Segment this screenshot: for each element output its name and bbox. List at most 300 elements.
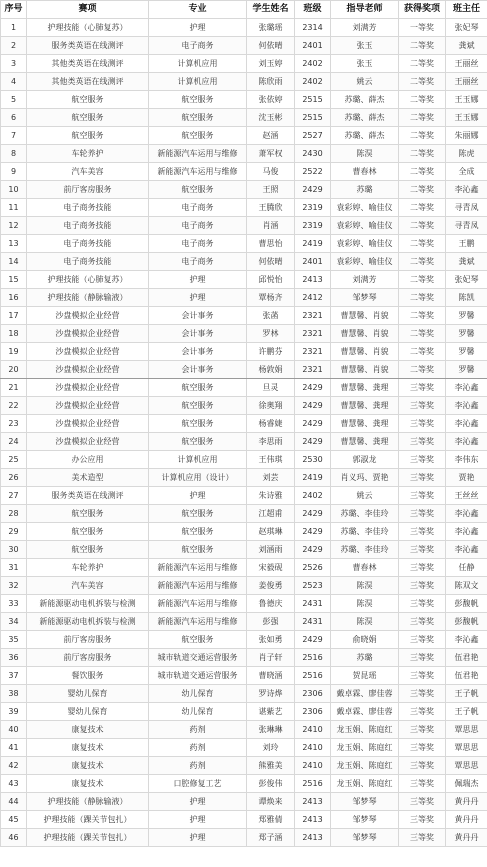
class-cell: 2419: [295, 235, 331, 253]
class-cell: 2314: [295, 19, 331, 37]
head-teacher-cell: 李沁鑫: [446, 379, 487, 397]
class-cell: 2429: [295, 541, 331, 559]
class-cell: 2516: [295, 667, 331, 685]
student-cell: 郑子涵: [247, 829, 295, 847]
student-cell: 刘涵雨: [247, 541, 295, 559]
head-teacher-cell: 王玉娜: [446, 109, 487, 127]
major-cell: 会计事务: [149, 307, 247, 325]
table-row: [1, 631, 487, 649]
index-cell: 35: [1, 631, 27, 649]
advisor-cell: 苏璐、薛杰: [331, 127, 399, 145]
table-row: [1, 37, 487, 55]
head-teacher-cell: 王丝丝: [446, 487, 487, 505]
advisor-cell: 戴卓霖、廖佳蓉: [331, 685, 399, 703]
award-cell: 三等奖: [399, 793, 446, 811]
head-teacher-cell: 张妃琴: [446, 271, 487, 289]
advisor-cell: 俞晓娟: [331, 631, 399, 649]
head-teacher-cell: 龚斌: [446, 37, 487, 55]
award-cell: 三等奖: [399, 595, 446, 613]
index-cell: 13: [1, 235, 27, 253]
head-teacher-cell: 罗馨: [446, 361, 487, 379]
advisor-cell: 曹慧馨、肖貌: [331, 343, 399, 361]
table-row: [1, 217, 487, 235]
major-cell: 航空服务: [149, 415, 247, 433]
major-cell: 航空服务: [149, 523, 247, 541]
class-cell: 2306: [295, 685, 331, 703]
advisor-cell: 曹慧馨、龚理: [331, 379, 399, 397]
advisor-cell: 袁彩婷、喻佳仪: [331, 253, 399, 271]
class-cell: 2413: [295, 271, 331, 289]
advisor-cell: 邹梦琴: [331, 793, 399, 811]
table-row: [1, 487, 487, 505]
major-cell: 航空服务: [149, 397, 247, 415]
student-cell: 何依晴: [247, 37, 295, 55]
class-cell: 2321: [295, 325, 331, 343]
major-cell: 城市轨道交通运营服务: [149, 667, 247, 685]
class-cell: 2515: [295, 109, 331, 127]
class-cell: 2429: [295, 433, 331, 451]
index-cell: 16: [1, 289, 27, 307]
table-row: [1, 91, 487, 109]
head-teacher-cell: 李沁鑫: [446, 541, 487, 559]
advisor-cell: 曹慧馨、龚理: [331, 415, 399, 433]
index-cell: 34: [1, 613, 27, 631]
major-cell: 口腔修复工艺: [149, 775, 247, 793]
class-cell: 2413: [295, 811, 331, 829]
table-row: [1, 577, 487, 595]
index-cell: 33: [1, 595, 27, 613]
class-cell: 2410: [295, 739, 331, 757]
major-cell: 新能源汽车运用与维修: [149, 559, 247, 577]
event-cell: 前厅客房服务: [27, 649, 149, 667]
award-cell: 二等奖: [399, 325, 446, 343]
major-cell: 新能源汽车运用与维修: [149, 163, 247, 181]
table-row: [1, 811, 487, 829]
table-row: [1, 127, 487, 145]
advisor-cell: 陈淏: [331, 613, 399, 631]
index-cell: 37: [1, 667, 27, 685]
award-cell: 三等奖: [399, 415, 446, 433]
advisor-cell: 姚云: [331, 487, 399, 505]
head-teacher-cell: 贾艳: [446, 469, 487, 487]
major-cell: 电子商务: [149, 235, 247, 253]
student-cell: 郑雅倩: [247, 811, 295, 829]
index-cell: 27: [1, 487, 27, 505]
award-cell: 三等奖: [399, 757, 446, 775]
event-cell: 电子商务技能: [27, 253, 149, 271]
class-cell: 2419: [295, 469, 331, 487]
head-teacher-cell: 寻青凤: [446, 199, 487, 217]
head-teacher-cell: 覃思思: [446, 739, 487, 757]
event-cell: 车轮养护: [27, 145, 149, 163]
head-teacher-cell: 覃思思: [446, 721, 487, 739]
award-cell: 二等奖: [399, 145, 446, 163]
event-cell: 美术造型: [27, 469, 149, 487]
major-cell: 会计事务: [149, 343, 247, 361]
head-teacher-cell: 彭馥帆: [446, 613, 487, 631]
award-cell: 三等奖: [399, 829, 446, 847]
major-cell: 新能源汽车运用与维修: [149, 145, 247, 163]
award-cell: 二等奖: [399, 127, 446, 145]
table-row: [1, 667, 487, 685]
advisor-cell: 曹春林: [331, 559, 399, 577]
student-cell: 徐奥翔: [247, 397, 295, 415]
award-cell: 三等奖: [399, 685, 446, 703]
class-cell: 2402: [295, 73, 331, 91]
advisor-cell: 龙玉娟、陈庭红: [331, 775, 399, 793]
table-row: [1, 595, 487, 613]
event-cell: 护理技能（心肺复苏）: [27, 271, 149, 289]
advisor-cell: 陈淏: [331, 145, 399, 163]
event-cell: 餐饮服务: [27, 667, 149, 685]
head-teacher-cell: 黄丹丹: [446, 811, 487, 829]
advisor-cell: 曹春林: [331, 163, 399, 181]
head-teacher-cell: 龚斌: [446, 253, 487, 271]
student-cell: 旦灵: [247, 379, 295, 397]
advisor-cell: 曹慧馨、肖貌: [331, 325, 399, 343]
advisor-cell: 贺昆瑶: [331, 667, 399, 685]
student-cell: 朱诗雅: [247, 487, 295, 505]
student-cell: 沈玉彬: [247, 109, 295, 127]
event-cell: 护理技能（踝关节包扎）: [27, 811, 149, 829]
student-cell: 彭俊伟: [247, 775, 295, 793]
header-index: 序号: [1, 1, 27, 19]
student-cell: 刘玲: [247, 739, 295, 757]
award-cell: 一等奖: [399, 19, 446, 37]
event-cell: 航空服务: [27, 541, 149, 559]
table-row: [1, 73, 487, 91]
major-cell: 电子商务: [149, 217, 247, 235]
class-cell: 2429: [295, 631, 331, 649]
table-row: [1, 829, 487, 847]
advisor-cell: 袁彩婷、喻佳仪: [331, 217, 399, 235]
table-row: [1, 109, 487, 127]
table-row: [1, 469, 487, 487]
event-cell: 航空服务: [27, 505, 149, 523]
advisor-cell: 袁彩婷、喻佳仪: [331, 235, 399, 253]
award-cell: 三等奖: [399, 577, 446, 595]
event-cell: 服务类英语在线测评: [27, 37, 149, 55]
event-cell: 沙盘模拟企业经营: [27, 433, 149, 451]
class-cell: 2429: [295, 505, 331, 523]
award-cell: 三等奖: [399, 631, 446, 649]
award-cell: 三等奖: [399, 775, 446, 793]
major-cell: 护理: [149, 271, 247, 289]
major-cell: 电子商务: [149, 199, 247, 217]
advisor-cell: 苏璐、李佳玲: [331, 505, 399, 523]
index-cell: 41: [1, 739, 27, 757]
table-row: [1, 397, 487, 415]
head-teacher-cell: 彭馥帆: [446, 595, 487, 613]
event-cell: 康复技术: [27, 775, 149, 793]
event-cell: 其他类英语在线测评: [27, 73, 149, 91]
table-row: [1, 415, 487, 433]
student-cell: 杨睿婕: [247, 415, 295, 433]
student-cell: 马俊: [247, 163, 295, 181]
table-row: [1, 343, 487, 361]
class-cell: 2429: [295, 523, 331, 541]
head-teacher-cell: 李沁鑫: [446, 415, 487, 433]
major-cell: 护理: [149, 487, 247, 505]
head-teacher-cell: 王丽丝: [446, 55, 487, 73]
major-cell: 新能源汽车运用与维修: [149, 577, 247, 595]
table-row: [1, 739, 487, 757]
index-cell: 15: [1, 271, 27, 289]
head-teacher-cell: 陈双文: [446, 577, 487, 595]
student-cell: 王伟琪: [247, 451, 295, 469]
head-teacher-cell: 罗馨: [446, 343, 487, 361]
major-cell: 幼儿保育: [149, 703, 247, 721]
award-cell: 三等奖: [399, 541, 446, 559]
event-cell: 沙盘模拟企业经营: [27, 415, 149, 433]
award-cell: 三等奖: [399, 433, 446, 451]
index-cell: 7: [1, 127, 27, 145]
student-cell: 谌紫艺: [247, 703, 295, 721]
table-row: [1, 55, 487, 73]
student-cell: 陈欣雨: [247, 73, 295, 91]
class-cell: 2410: [295, 721, 331, 739]
award-cell: 三等奖: [399, 613, 446, 631]
student-cell: 鲁德庆: [247, 595, 295, 613]
student-cell: 王照: [247, 181, 295, 199]
event-cell: 航空服务: [27, 91, 149, 109]
major-cell: 护理: [149, 829, 247, 847]
advisor-cell: 张玉: [331, 55, 399, 73]
table-row: [1, 307, 487, 325]
table-row: [1, 379, 487, 397]
table-row: [1, 235, 487, 253]
index-cell: 32: [1, 577, 27, 595]
index-cell: 44: [1, 793, 27, 811]
index-cell: 21: [1, 379, 27, 397]
index-cell: 5: [1, 91, 27, 109]
major-cell: 药剂: [149, 721, 247, 739]
major-cell: 城市轨道交通运营服务: [149, 649, 247, 667]
index-cell: 18: [1, 325, 27, 343]
student-cell: 曹思怡: [247, 235, 295, 253]
index-cell: 28: [1, 505, 27, 523]
event-cell: 航空服务: [27, 127, 149, 145]
major-cell: 计算机应用: [149, 55, 247, 73]
advisor-cell: 龙玉娟、陈庭红: [331, 721, 399, 739]
advisor-cell: 刘满芳: [331, 19, 399, 37]
major-cell: 新能源汽车运用与维修: [149, 595, 247, 613]
class-cell: 2401: [295, 37, 331, 55]
advisor-cell: 邹梦琴: [331, 811, 399, 829]
event-cell: 护理技能（心肺复苏）: [27, 19, 149, 37]
student-cell: 彭强: [247, 613, 295, 631]
index-cell: 1: [1, 19, 27, 37]
event-cell: 服务类英语在线测评: [27, 487, 149, 505]
student-cell: 张琳琳: [247, 721, 295, 739]
major-cell: 航空服务: [149, 631, 247, 649]
award-cell: 二等奖: [399, 181, 446, 199]
header-class: 班级: [295, 1, 331, 19]
award-cell: 三等奖: [399, 559, 446, 577]
index-cell: 14: [1, 253, 27, 271]
table-row: [1, 433, 487, 451]
table-body: [1, 19, 487, 847]
index-cell: 45: [1, 811, 27, 829]
student-cell: 张璐瑶: [247, 19, 295, 37]
class-cell: 2522: [295, 163, 331, 181]
advisor-cell: 苏璐: [331, 649, 399, 667]
index-cell: 20: [1, 361, 27, 379]
major-cell: 护理: [149, 793, 247, 811]
index-cell: 46: [1, 829, 27, 847]
major-cell: 航空服务: [149, 127, 247, 145]
major-cell: 会计事务: [149, 361, 247, 379]
advisor-cell: 曹慧馨、龚理: [331, 433, 399, 451]
index-cell: 22: [1, 397, 27, 415]
header-major: 专业: [149, 1, 247, 19]
advisor-cell: 戴卓霖、廖佳蓉: [331, 703, 399, 721]
major-cell: 航空服务: [149, 541, 247, 559]
advisor-cell: 曹慧馨、肖貌: [331, 361, 399, 379]
advisor-cell: 曹慧馨、肖貌: [331, 307, 399, 325]
award-cell: 三等奖: [399, 505, 446, 523]
event-cell: 沙盘模拟企业经营: [27, 361, 149, 379]
class-cell: 2527: [295, 127, 331, 145]
advisor-cell: 肖义玛、贾艳: [331, 469, 399, 487]
table-row: [1, 289, 487, 307]
table-row: [1, 451, 487, 469]
advisor-cell: 苏璐、薛杰: [331, 109, 399, 127]
table-row: [1, 559, 487, 577]
award-cell: 三等奖: [399, 523, 446, 541]
head-teacher-cell: 伍君艳: [446, 667, 487, 685]
major-cell: 电子商务: [149, 37, 247, 55]
award-cell: 二等奖: [399, 271, 446, 289]
event-cell: 护理技能（静脉输液）: [27, 289, 149, 307]
student-cell: 赵涵: [247, 127, 295, 145]
index-cell: 39: [1, 703, 27, 721]
major-cell: 计算机应用: [149, 73, 247, 91]
head-teacher-cell: 李沁鑫: [446, 505, 487, 523]
student-cell: 宋毅砚: [247, 559, 295, 577]
student-cell: 曹晓涵: [247, 667, 295, 685]
head-teacher-cell: 李沁鑫: [446, 631, 487, 649]
major-cell: 会计事务: [149, 325, 247, 343]
index-cell: 29: [1, 523, 27, 541]
award-cell: 二等奖: [399, 307, 446, 325]
major-cell: 药剂: [149, 739, 247, 757]
class-cell: 2430: [295, 145, 331, 163]
advisor-cell: 龙玉娟、陈庭红: [331, 757, 399, 775]
event-cell: 其他类英语在线测评: [27, 55, 149, 73]
table-row: [1, 721, 487, 739]
table-row: [1, 199, 487, 217]
table-row: [1, 163, 487, 181]
head-teacher-cell: 罗馨: [446, 325, 487, 343]
head-teacher-cell: 李沁鑫: [446, 523, 487, 541]
student-cell: 萧军权: [247, 145, 295, 163]
event-cell: 电子商务技能: [27, 235, 149, 253]
class-cell: 2321: [295, 343, 331, 361]
class-cell: 2429: [295, 415, 331, 433]
index-cell: 4: [1, 73, 27, 91]
event-cell: 沙盘模拟企业经营: [27, 325, 149, 343]
major-cell: 航空服务: [149, 379, 247, 397]
index-cell: 8: [1, 145, 27, 163]
class-cell: 2401: [295, 253, 331, 271]
head-teacher-cell: 王玉娜: [446, 91, 487, 109]
header-head-teacher: 班主任: [446, 1, 487, 19]
student-cell: 姜俊勇: [247, 577, 295, 595]
event-cell: 电子商务技能: [27, 217, 149, 235]
class-cell: 2413: [295, 829, 331, 847]
student-cell: 肖子轩: [247, 649, 295, 667]
major-cell: 药剂: [149, 757, 247, 775]
award-cell: 二等奖: [399, 235, 446, 253]
award-cell: 三等奖: [399, 469, 446, 487]
student-cell: 肖涵: [247, 217, 295, 235]
advisor-cell: 张玉: [331, 37, 399, 55]
class-cell: 2526: [295, 559, 331, 577]
header-award: 获得奖项: [399, 1, 446, 19]
event-cell: 办公应用: [27, 451, 149, 469]
head-teacher-cell: 李沁鑫: [446, 397, 487, 415]
award-cell: 三等奖: [399, 721, 446, 739]
table-row: [1, 181, 487, 199]
advisor-cell: 邹梦琴: [331, 829, 399, 847]
award-cell: 二等奖: [399, 217, 446, 235]
event-cell: 康复技术: [27, 757, 149, 775]
student-cell: 覃杨齐: [247, 289, 295, 307]
index-cell: 17: [1, 307, 27, 325]
award-cell: 三等奖: [399, 703, 446, 721]
index-cell: 31: [1, 559, 27, 577]
advisor-cell: 袁彩婷、喻佳仪: [331, 199, 399, 217]
table-row: [1, 253, 487, 271]
event-cell: 新能源驱动电机拆装与检测: [27, 613, 149, 631]
major-cell: 航空服务: [149, 433, 247, 451]
student-cell: 张菡: [247, 307, 295, 325]
advisor-cell: 苏璐: [331, 181, 399, 199]
table-row: [1, 703, 487, 721]
table-row: [1, 649, 487, 667]
index-cell: 9: [1, 163, 27, 181]
major-cell: 计算机应用（设计）: [149, 469, 247, 487]
advisor-cell: 陈淏: [331, 577, 399, 595]
index-cell: 11: [1, 199, 27, 217]
event-cell: 婴幼儿保育: [27, 685, 149, 703]
table-row: [1, 145, 487, 163]
class-cell: 2530: [295, 451, 331, 469]
major-cell: 航空服务: [149, 91, 247, 109]
award-cell: 三等奖: [399, 667, 446, 685]
head-teacher-cell: 寻青凤: [446, 217, 487, 235]
student-cell: 许鹏芬: [247, 343, 295, 361]
student-cell: 何依晴: [247, 253, 295, 271]
head-teacher-cell: 陈虎: [446, 145, 487, 163]
head-teacher-cell: 罗馨: [446, 307, 487, 325]
student-cell: 赵琪琳: [247, 523, 295, 541]
advisor-cell: 苏璐、李佳玲: [331, 523, 399, 541]
award-cell: 二等奖: [399, 73, 446, 91]
major-cell: 航空服务: [149, 181, 247, 199]
class-cell: 2410: [295, 757, 331, 775]
class-cell: 2402: [295, 487, 331, 505]
advisor-cell: 邹梦琴: [331, 289, 399, 307]
head-teacher-cell: 任静: [446, 559, 487, 577]
student-cell: 罗诗烨: [247, 685, 295, 703]
major-cell: 新能源汽车运用与维修: [149, 613, 247, 631]
student-cell: 熊雅美: [247, 757, 295, 775]
advisor-cell: 龙玉娟、陈庭红: [331, 739, 399, 757]
student-cell: 李思雨: [247, 433, 295, 451]
header-event: 赛项: [27, 1, 149, 19]
